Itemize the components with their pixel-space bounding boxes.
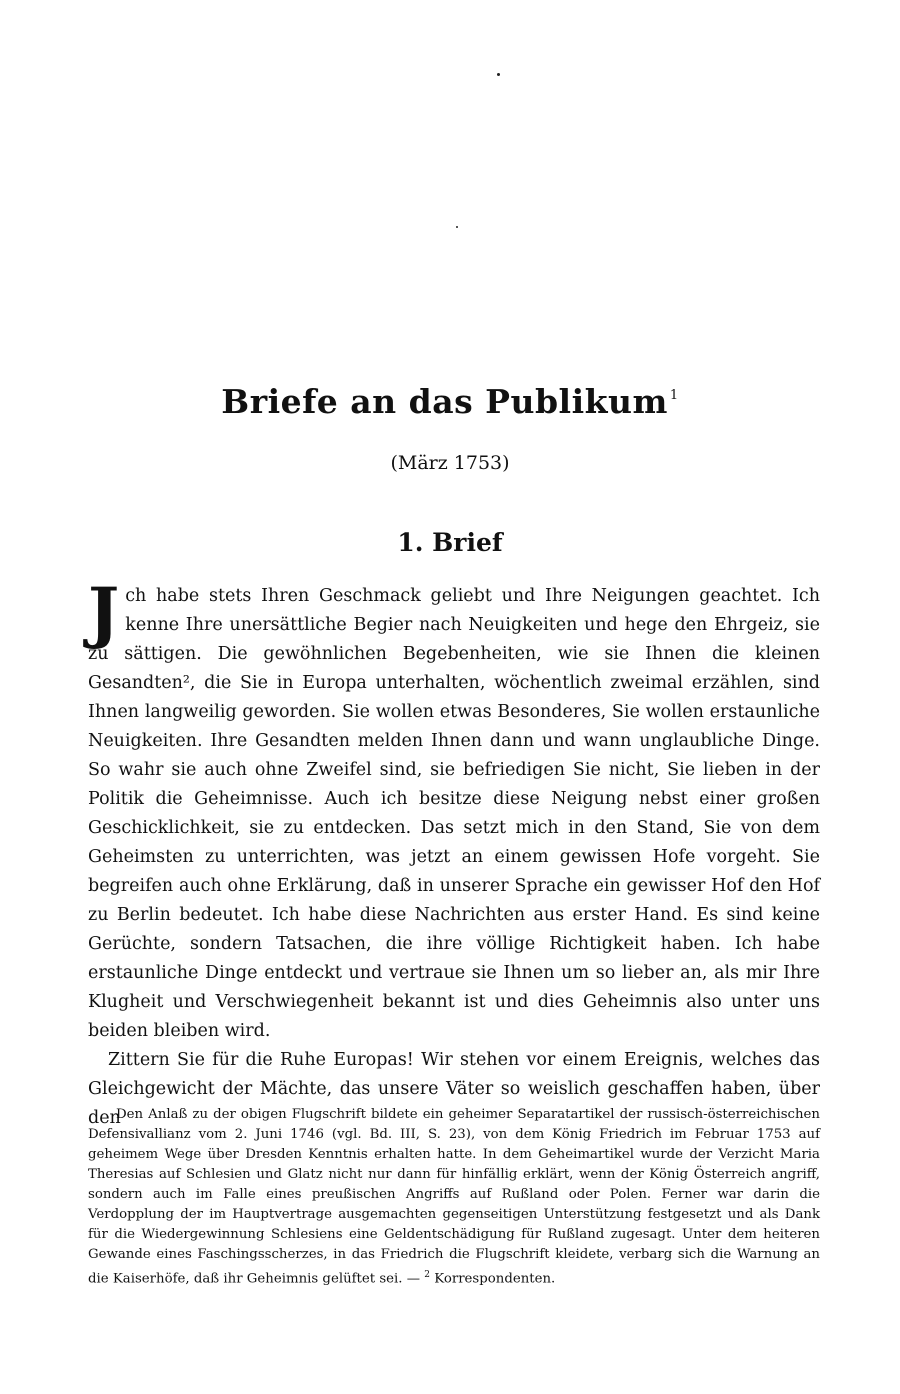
- footnote-text: Den Anlaß zu der obigen Flugschrift bildete ein geheimer Separatartikel der russisch-österreichischen Defensivallianz vom 2. Juni 1746 (vgl. Bd. III, S. 23), von dem König Friedrich im Februar 1753 auf geheimem Wege über Dresden Kenntnis erhalten hatte. In dem Geheimartikel wurde der Verzicht Maria Theresias auf Schlesien und Glatz nicht nur dann für hinfällig erklärt, wenn der König Österreich angriff, sondern auch im Falle eines preußischen Angriffs auf Rußland oder Polen. Ferner war darin die Verdopplung der im Hauptvertrage ausgemachten gegenseitigen Unterstützung festgesetzt und als Dank für die Wiedergewinnung Schlesiens eine Geldentschädigung für Rußland zugesagt. Unter dem heiteren Gewande eines Faschingsscherzes, in das Friedrich die Flugschrift kleidete, verbarg sich die Warnung an die Kaiserhöfe, daß ihr Geheimnis gelüftet sei. —: [88, 1107, 820, 1287]
- body-text: [88, 573, 820, 1133]
- date-subtitle: (März 1753): [390, 452, 510, 474]
- footnote: [88, 1105, 820, 1289]
- title-footnote-marker: 1: [669, 388, 679, 403]
- paragraph-text: ch habe stets Ihren Geschmack geliebt und Ihre Neigungen geachtet. Ich kenne Ihre unersättliche Begier nach Neuigkeiten und hege den Ehrgeiz, sie zu sättigen. Die gewöhnlichen Begebenheiten, wie sie Ihnen die kleinen Gesandten², die Sie in Europa unterhalten, wöchentlich zweimal erzählen, sind Ihnen langweilig geworden. Sie wollen etwas Besonderes, Sie wollen erstaunliche Neuigkeiten. Ihre Gesandten melden Ihnen dann und wann unglaubliche Dinge. So wahr sie auch ohne Zweifel sind, sie befriedigen Sie nicht, Sie lieben in der Politik die Geheimnisse. Auch ich besitze diese Neigung nebst einer großen Geschicklichkeit, sie zu entdecken. Das setzt mich in den Stand, Sie von dem Geheimsten zu unterrichten, was jetzt an einem gewissen Hofe vorgeht. Sie begreifen auch ohne Erklärung, daß in unserer Sprache ein gewisser Hof den Hof zu Berlin bedeutet. Ich habe diese Nachrichten aus erster Hand. Es sind keine Gerüchte, sondern Tatsachen, die ihre völlige Richtigkeit haben. Ich habe erstaunliche Dinge entdeckt und vertraue sie Ihnen um so lieber an, als mir Ihre Klugheit und Verschwiegenheit bekannt ist und dies Geheimnis also unter uns beiden bleiben wird.: [88, 586, 820, 1041]
- letter-heading: 1. Brief: [397, 528, 503, 557]
- print-speck: [456, 226, 458, 228]
- footnote-marker: 2: [424, 1270, 431, 1280]
- page-title: [0, 382, 900, 421]
- footnote-text-2: Korrespondenten.: [434, 1271, 556, 1287]
- title-text: Briefe an das Publikum: [221, 382, 668, 421]
- paragraph: [88, 573, 820, 1046]
- paragraph: Zittern Sie für die Ruhe Europas! Wir stehen vor einem Ereignis, welches das Gleichgewicht der Mächte, das unsere Väter so weislich geschaffen haben, über den: [88, 1050, 820, 1128]
- drop-cap: J: [88, 573, 120, 651]
- print-speck: [497, 73, 500, 76]
